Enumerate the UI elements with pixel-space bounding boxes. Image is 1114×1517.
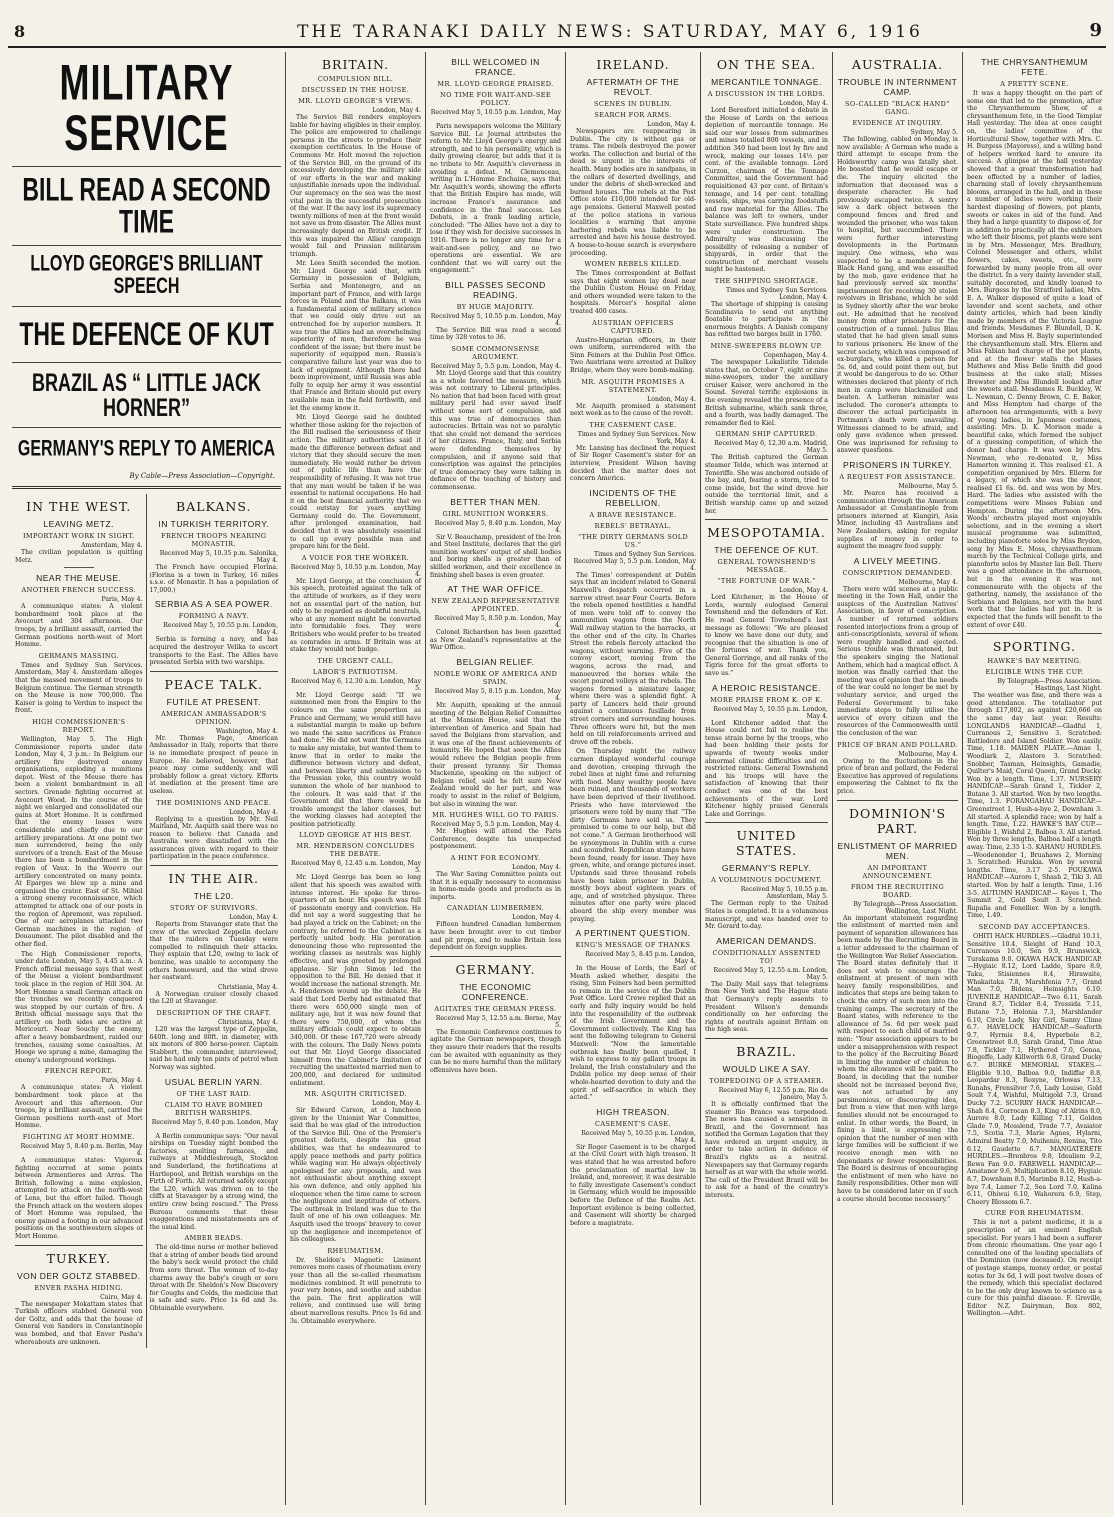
subhead: GENERAL TOWNSHEND'S MESSAGE. — [717, 558, 816, 575]
subhead: WOMEN REBELS KILLED. — [584, 260, 682, 269]
subhead: AFTERMATH OF THE REVOLT. — [586, 77, 680, 97]
dateline: London, May 4. — [779, 587, 828, 595]
dateline: Received May 5, 8.40 p.m. London, May 4. — [151, 1118, 278, 1133]
dateline: Received May 5, 10.55 p.m. London, May 4. — [163, 622, 278, 637]
dateline: London, May 4. — [512, 864, 561, 871]
subhead: OF THE LAST RAID. — [176, 1089, 252, 1098]
dateline: Received May 5, 10.55 p.m. Amsterdam, May 5. — [740, 886, 828, 901]
subhead: BETTER THAN MEN. — [450, 496, 541, 507]
subhead: MR. ASQUITH CRITICISED. — [304, 1090, 407, 1099]
dateline: London, May 4. — [647, 395, 696, 403]
section-title-mesopotamia: MESOPOTAMIA. — [707, 525, 826, 541]
dateline: London, May 4. — [647, 121, 696, 128]
subhead: EVIDENCE AT INQUIRY. — [852, 119, 943, 127]
subhead: MR. LLOYD GEORGE PRAISED. — [437, 80, 554, 88]
article-text: The High Commissioner reports, under date London, May 5, 4.45 a.m.: A French official message says that west of the Meuse a violent bombardment took place in the region of Hill 304. At Mort Homme a small German attack on the trenches we recently conquered was stopped by our curtain of fire. A British official message says that the artillery on both sides are active at Mericourt. Near Souchy the enemy, after a heavy bombardment, raided our trenches, causing some casualties. At Hooge we sprung a mine, damaging the enemy's underground workings. — [15, 950, 143, 1064]
dateline: Received May 5, 12.55 a.m. Berne, May 5. — [435, 1014, 561, 1029]
divider — [150, 671, 279, 672]
dateline: Copenhagen, May 4. — [763, 352, 828, 360]
column-australia — [833, 52, 963, 1505]
article-text: Mr. Lloyd George said he doubted whether those asking for the rejection of the Bill realised the seriousness of their action. The military authorities said it made the difference between defeat and victory that they should secure the men immediately. He would rather be driven out of public life than have the responsibility of refusing. It was not true that any man would be taken if he was essential to national occupations. He had it on the best financial authority that we could outstay for years anything Germany could do. The Government, after prolonged examination, had decided that it was absolutely essential to call up every possible man and prepare him for the field. — [290, 414, 421, 551]
subhead: FIGHTING AT MORT HOMME. — [22, 1133, 135, 1141]
dateline: Received May 6, 12.30 a.m. Madrid, May 5. — [714, 440, 828, 455]
dateline: London, May 4. — [372, 107, 421, 114]
article-text: Lord Beresford initiated a debate in the House of Lords on the serious depletion of mercantile tonnage. He said our war losses from submarines and mines totalled 800 vessels, and in addition 340 had been lost by fire and wreck, making our losses 14½ per cent. of the available tonnage. Lord Curzon, chairman of the Tonnage Committee, said the Government had requisitioned 43 per cent. of Britain's tonnage, and 14 per cent. totalling vessels, ships, was carrying foodstuffs and raw material for the Allies. The balance was left to owners, under State surveillance. Five hundred ships were under construction. The Admiralty was discussing the possibility of releasing a number of shipyards, in order that the construction of merchant vessels might be hastened. — [705, 107, 828, 274]
subhead: AUSTRIAN OFFICERS CAPTURED. — [592, 318, 674, 335]
subhead: HAWKE'S BAY MEETING. — [987, 657, 1082, 666]
subhead: NO TIME FOR WAIT-AND-SEE POLICY. — [439, 91, 552, 107]
article-text: L20 was the largest type of Zeppelin, 640ft. long and 80ft. in diameter, with six motors of 800 horse-power. Captain Stabbert, the commander, interviewed, said he had only ten pints of petrol when Norway was sighted. — [149, 1026, 278, 1071]
article-text: The Economic Conference continues to agitate the German newspapers, though they assure their readers that the results can be awaited with equanimity as they can be no more harmful than the military offensives have been. — [430, 1028, 561, 1074]
article-text: Mr. Lees Smith seconded the motion. Mr. Lloyd George said that, with Germany in possession of Belgium, Serbia and Montenegro, and an important part of France, and with large forces in Poland and the Balkans, it was a fundamental axiom of military science that we could only drive out an entrenched foe by superior numbers. It was true the Allies had an overwhelming superiority of men, therefore he was confident of the issue; but there must be superiority of equipped men. Russia's comparative failure last year was due to lack of equipment. Although there had been improvement, until Russia was able fully to equip her army it was essential that France and Britain should put every available man in the field forthwith, and let the enemy know it. — [290, 260, 421, 412]
divider — [705, 519, 828, 520]
divider — [15, 1245, 143, 1246]
article-text: The Times correspondent at Belfast says that eight women lay dead near the Dublin Custom House on Friday, and others wounded were taken to the hospitals. Mercer's hospital alone treated 400 cases. — [570, 270, 696, 316]
subhead: “THE FORTUNE OF WAR.” — [717, 577, 816, 586]
subhead: SEARCH FOR ARMS. — [594, 111, 672, 119]
article-text: A communique states: A violent bombardment took place at the Avocourt and this afternoon. Our troops, by a brilliant assault, carried the German positions north-east of Mort Homme. — [15, 1084, 143, 1130]
subhead: LLOYD GEORGE AT HIS BEST. — [299, 831, 412, 840]
subhead: GIRL MUNITION WORKERS. — [442, 509, 549, 518]
article-text: Mr. Lloyd George said: “If we summoned men from the Empire to the colours on the same proportion as France and Germany, we would still have a substantial margin to make up before we made the same sacrifices as France had done.” He did not want the Germans to make any mistake, but wanted them to know that in order to make the difference between victory and defeat, and between liberty and submission to the Prussian yoke, this country would summon the whole of her manhood to the colours. It was said that if the Government did that there would be trouble amongst the labor classes, but the working classes had accepted the position patriotically. — [290, 691, 421, 828]
masthead-rule — [8, 46, 1106, 48]
dateline: Christiania, May 4. — [218, 983, 278, 991]
article-text: It is officially confirmed that the steamer Rio Branco was torpedoed. The news has caused a sensation in Brazil, and the Government has notified the German Legation that they have ordered an urgent enquiry, in order to take action in defence of Brazil's rights as a neutral. Newspapers say that Germany regards herself as at war with the whole world. The call of the President Brazil will be to ask for a hand of the country's interests. — [705, 1100, 828, 1200]
dateline: Received May 5, 10.35 p.m. Salonika, May 4. — [159, 550, 278, 564]
dateline: Melbourne, May 4. — [898, 750, 958, 758]
page-mark: 9 — [1089, 20, 1102, 41]
dateline: Received May 5, 10.55 p.m. London, May 4. — [290, 563, 421, 578]
article-text: In the House of Lords, the Earl of Meath asked whether, despite the rising, Sinn Feiners had been permitted to remain in the service of the Dublin Post Office. Lord Crewe replied that an early and fully inquiry would be held into the responsibility of the outbreak of the Irish Government and the Government collectively. The King has sent the following telegram to General Maxwell: “Now the lamentable outbreak has finally been quelled, I wish to express to my gallant troops in Ireland, the Irish constabulary and the Dublin police my deep sense of their whole-hearted devotion to duty and the spirit of self-sacrifice in which they acted.” — [570, 965, 696, 1102]
column-france — [426, 52, 566, 1505]
advertisement-text: The old-time nurse or mother believed that a string of amber beads tied around the baby's neck would protect the child from sore throat. The woman of to-day charms away the baby's cough or sore throat with Dr. Sheldon's New Discovery for Coughs and Colds, the medicine that is safe and sure. Price 1s 6d and 3s. Obtainable everywhere. — [149, 1244, 278, 1313]
article-text: A Berlin communique says: “Our naval airships on Tuesday night bombed the factories, smelting furnaces, and railways at Middlesbrough, Stockton and Sunderland, the fortifications at Hartlepool, and British warships on the Firth of Forth. All returned safely except the L20, which was driven on to the cliffs at Stavanger by a strong wind, the entire crew being rescued.” The Press Bureau comments that these exaggerations and misstatements are of the usual kind. — [149, 1132, 278, 1231]
subhead: A BRAVE RESISTANCE. — [589, 510, 677, 519]
subhead: VON DER GOLTZ STABBED. — [16, 1270, 141, 1281]
subhead: CONSCRIPTION DEMANDED. — [842, 568, 953, 577]
article-text: It was a happy thought on the part of some one that led to the promotion, after the Chrysanthemum Show, of a chrysanthemum fete, in the Good Templar Hall yesterday. The idea at once caught on, the ladies' committee of the Horticultural Show, together with Mrs. C. H. Burgess (Mayoress), and a willing band of helpers worked hard to ensure its success. A glimpse at the hall yesterday showed that a great transformation had been effected by a number of ladies, charming stall of lovely chrysanthemum blooms, arranged in the hall, and in these a number of ladies were working their hardest disposing of flowers, pot plants, sweets or cakes in aid of the fund. And they had a large quantity to dispose of, for in addition to practically all the exhibitors who left their blooms, pot plants were sent in by Mrs. Messenger, Mrs. Bradbury, Colonel Messenger and others, whilst flowers, cakes, sweets, etc., were forwarded by many people from all over the district. In a very dainty lavender stall, suitably decorated, and kindly loaned to Mrs. Burgess by the Stratford ladies, Mrs. E. A. Walker disposed of quite a load of lavender and scent sachets, and other dainty articles, which had been kindly made by members of the Victoria League and friends. Mesdames F. Blundell, D. K. Morison and Miss H. Bayly superintended the chrysanthemum stall. Mrs. Ellerm and Miss Fabian had charge of the pot plants, and at the flower stalls the Misses Mathews and Miss Belle Smith did good business at the cake stall; Misses Brewster and Miss Blundell looked after the sweets stall. Mesdames R. Buckley, W. L. Newman, C. Denny Brown, C. E. Baker, and Miss Hempton had charge of the afternoon tea arrangements, with a bevy of young ladies, in Japanese costumes, assisting. Mrs. D. K. Morison made a beautiful cake, which formed the subject of a guessing competition, of which the donor had charge. It was won by Mrs. Newman, who re-donated it, Miss Hamerton winning it. This realised £1. A competition organised by Mrs. Ellerm for a legacy, of which she was the donor, realised £1 6s. 6d. and was won by Mrs. Hard. The ladies who assisted with the competitions were Misses Fabian and Hempton. During the afternoon Mrs. Woods' orchestra played most enjoyable selections, and in the evening a short musical programme was submitted, including pianoforte solos by Miss Brydon, song by Miss E. Moss, chrysanthemum march by the Technical College girls, and pianoforte solos by Master Ian Bell. There was a good attendance in the afternoon, but in the evening it was not commensurate with the objects of the gathering, namely, the assistance of the Serbians and Belgians, nor with the hard work that the ladies had put in. It is expected that the funds will benefit to the extent of over £40. — [967, 90, 1102, 629]
subhead: FRENCH REPORT. — [44, 1067, 113, 1076]
divider — [12, 427, 281, 428]
section-title-in-the-air: IN THE AIR. — [168, 871, 260, 887]
subhead: MORE PRAISE FROM K. OF K. — [710, 695, 823, 704]
subhead: CLAIM TO HAVE BOMBED BRITISH WARSHIPS. — [164, 1100, 263, 1117]
dateline: Received May 6, 12.30 a.m. London, May 5. — [291, 677, 421, 692]
subhead: KING'S MESSAGE OF THANKS — [575, 941, 691, 950]
article-text: Lord Kitchener added that the House could not fail to realise the tense strain borne by the troops, who had been holding their posts for upwards of twenty weeks under abnormal climatic difficulties and on restricted rations. General Townshend and his troops will have the satisfaction of knowing that their conduct was one of the best achievements of the war. Lord Kitchener highly praised Generals Lake and Gorringe. — [705, 719, 828, 818]
page-number: 8 — [14, 22, 26, 41]
subhead: MINE-SWEEPERS BLOWN UP. — [710, 342, 823, 351]
subhead: ELIGIBLE WINS THE CUP. — [985, 668, 1084, 677]
section-title-united-states: UNITED STATES. — [735, 828, 798, 859]
dateline: Received May 5, 12.55 a.m. London, May 5. — [713, 966, 828, 981]
subhead: TORPEDOING OF A STEAMER. — [709, 1076, 824, 1085]
subhead: A PRETTY SCENE. — [1000, 80, 1069, 88]
article-text: Wellington, May 5. The High Commissioner reports under date London, May 4, 3 p.m.: In Belgium our artillery fire destroyed enemy organisations, exploding a munitions depot. West of the Meuse there has been a violent bombardment in all sectors. Grenade fighting occurred at Avocourt Wood. In the course of the night we enlarged and consolidated our gains at Mort Homme. It is confirmed that the enemy losses were considerable and chiefly due to our artillery preparations. At one point two men surrendered, being the only survivors of a trench. East of the Meuse there has been a bombardment in the region of Vaux. In the Woevre our artillery concentrated on many points. At Eparges we blew up a mine and organised the crater. East of St. Mihiel a strong enemy reconnaissance, which attempted to attack one of our posts in the region of Apremont, was repulsed. One of our aeroplanes attacked two German machines in the region of Douaumont. The pilot disabled and the other fled. — [15, 735, 143, 948]
subhead: ANOTHER FRENCH SUCCESS. — [21, 586, 136, 595]
dateline: Received May 5, 8.45 p.m. London, May 4. — [585, 951, 696, 966]
article-text: The Times' correspondent at Dublin says that an incident related to General Maxwell's despatch occurred in a narrow street near Four Courts. Before the rebels opened hostilities a handful of men were told off to convey the ammunition wagons from the North Wall railway station to the barracks, at the other end of the city. In Charles Street the rebels fiercely attacked the wagons, without warning. Five of the convoy escort, moving from the wagons, across the road, and manoeuvred the horses while the escort poured volleys at the rebels. The wagons formed a miniature laager, where there was a splendid fight. A party of Lancers held their ground against a continuous fusillade from street corners and surrounding houses. Three officers were hit, but the men held on till reinforcements arrived and drove off the rebels. — [570, 571, 696, 746]
article-text: Sir V. Beauchamp, president of the Iron and Steel Institute, declares that the girl munition workers' output of shell bodies and boring shells is greater than of skilled workmen, and their excellence in finishing shell bases is even greater. — [430, 533, 561, 579]
subhead: HIGH TREASON. — [596, 1106, 670, 1117]
subhead: SCENES IN DUBLIN. — [594, 100, 672, 108]
dateline: Received May 5, 8.50 p.m. London, May 4. — [434, 615, 561, 630]
headline-military-service: MILITARY SERVICE — [59, 53, 234, 162]
column-chrysanthemum-sporting — [963, 52, 1106, 1505]
dateline: Received May 6, 12.45 a.m. London, May 5. — [291, 860, 421, 875]
subhead: FUTILE AT PRESENT. — [166, 696, 261, 707]
dateline: Received May 5, 10.55 p.m. London, May 4. — [430, 312, 561, 327]
article-text: Austro-Hungarian officers, in their own uniform, surrendered with the Sinn Feiners at the Dublin Post Office. Two Austrians were arrested at Dalkey Bridge, where they were bomb-making. — [570, 336, 696, 375]
subhead: AN IMPORTANT ANNOUNCEMENT. — [862, 863, 933, 880]
section-title-australia: AUSTRALIA. — [851, 57, 944, 72]
dateline: Times and Sydney Sun Services. New York, May 4. — [577, 430, 696, 445]
subhead: DESCRIPTION OF THE CRAFT. — [156, 1009, 271, 1017]
subhead: INCIDENTS OF THE REBELLION. — [589, 487, 677, 508]
dateline: London, May 4. — [229, 808, 278, 816]
subhead: COMPULSION BILL. — [317, 75, 394, 83]
section-title-brazil: BRAZIL. — [736, 1043, 797, 1059]
divider — [430, 956, 561, 957]
article-text: The newspaper Mokattam states that Turkish officers stabbed General von der Goltz, and adds that the house of General von Sanders in Constantinople was bombed, and that Enver Pasha's whereabouts are unknown. — [15, 1300, 143, 1346]
subhead: AMERICAN AMBASSADOR'S OPINION. — [161, 709, 267, 726]
article-text: There were wild scenes at a public meeting in the Town Hall, under the auspices of the Australian Natives' Association, in favor of conscription. A number of returned soldiers resented interjections from a group of anti-conscriptionists, several of whom were roughly handled and ejected. Serious trouble was threatened, but the speakers singing the National Anthem, which had a magical effect. A motion was finally carried that the meeting was of opinion that the needs of the war could no longer be met by voluntary service, and urged the Federal Government to take immediate steps to fully utilise the service of every citizen and the resources of the Commonwealth until the conclusion of the war. — [837, 585, 958, 737]
column-balkans — [147, 494, 282, 1348]
subhead: ENLISTMENT OF MARRIED MEN. — [837, 840, 958, 861]
article-text: A communique states: Vigorous fighting occurred at some points between Armentieres and Arras. The British, following a mine explosion, attempted to attack on the north-west of Lens, but the effort failed. Though the French attack on the western slopes of Mort Homme was repulsed, the enemy gained a footing in our advanced positions on the southwestern slopes of Mort Homme. — [15, 1157, 143, 1240]
article-text: Mr. Thomas Page, American Ambassador in Italy, reports that there is no immediate prospect of peace in Europe. He believed, however, that peace may come suddenly, and will probably follow a great victory. Efforts at mediation at the present time are useless. — [149, 734, 278, 795]
article-text: Mr. Asquith, speaking at the annual meeting of the Belgian Relief Committee at the Mansion House, said that the intervention of America and Spain had saved the Belgians from starvation, and it was one of the finest achievements of humanity. He hoped that soon the Allies would relieve the Belgian people from their present tyranny. Sir Thomas Mackenzie, speaking on the subject of Belgian relief, said he felt sure New Zealand would do her part, and was ready to assist in the relief of Belgium, but also in winning the war. — [430, 701, 561, 808]
subhead: “THE DIRTY GERMANS SOLD US.” — [577, 532, 689, 549]
divider — [12, 166, 281, 167]
section-title-ireland: IRELAND. — [596, 57, 670, 72]
section-title-west: IN THE WEST. — [26, 499, 132, 514]
section-title-sporting: SPORTING. — [992, 639, 1077, 655]
dateline: Cairo, May 4. — [100, 1293, 143, 1301]
dateline: Melbourne, May 4. — [898, 578, 958, 586]
subhead: A DISCUSSION IN THE LORDS. — [707, 90, 826, 98]
subhead: GERMANY'S REPLY. — [721, 863, 812, 874]
article-text: Colonel Richardson has been gazetted as New Zealand's representative at the War Office. — [430, 629, 561, 652]
section-title-britain: BRITAIN. — [321, 57, 390, 72]
article-text: The Daily Mail says that telegrams from New York and The Hague state that Germany's reply assents to President Wilson's demands conditionally on her enforcing the rights of neutrals against Britain on the high seas. — [705, 980, 828, 1034]
article-text: The Service Bill was read a second time by 328 votes to 36. — [430, 326, 561, 342]
subhead: AMERICAN DEMANDS. — [716, 935, 817, 946]
section-title-germany: GERMANY. — [455, 961, 536, 977]
dateline: London, May 4. — [512, 914, 561, 922]
section-title-on-the-sea: ON THE SEA. — [716, 57, 817, 72]
dateline: Received May 5, 10.55 p.m. London, May 4. — [713, 705, 828, 720]
dateline: London, May 4. — [372, 1100, 421, 1108]
headline-second-reading: BILL READ A SECOND TIME — [22, 171, 271, 240]
article-text: The civilian population is quitting Metz. — [15, 549, 143, 564]
subhead: MR. HUGHES WILL GO TO PARIS. — [432, 811, 559, 820]
subhead: NOBLE WORK OF AMERICA AND SPAIN. — [433, 669, 558, 686]
section-title-peace-talk: PEACE TALK. — [164, 676, 264, 692]
dateline: London, May 4. — [779, 100, 828, 107]
article-text: Paris newspapers welcome the Military Service Bill. Le Journal attributes the reform to Mr. Lloyd George's energy and strength, and to his personality, which is daily growing clearer, but adds that it is no tribute to Mr. Asquith's cleverness in avoiding a defeat. M. Clemenceau, writing in L'Homme Enchaine, says that Mr. Asquith's words, showing the efforts that the British Empire has made, will increase France's assurance and confidence in the final success. Les Debats, in a frank leading article, concluded: “The Allies have not a day to lose if they wish for decisive successes in 1916. There is no longer any time for a wait-and-see policy, and no two operations are essential. We are confident that we will carry out the engagement.” — [430, 123, 561, 275]
subhead: THE URGENT CALL. — [317, 656, 394, 665]
article-text: The weather was fine, and there was a good attendance. The totalisator put through £17,802, as against £20,666 on the same day last year. Results: LONGLANDS HANDICAP.—Gladful 1, Curranous 2, Sensitive 3. Scratched: Battledore and Island Soldier. Won easily. Time, 1.18. MAIDEN PLATE.—Amae 1, Woodlark 2, Alastore 3. Scratched: Snobber, Tasman, Heinsights, Gamadie, Quilter's Maid, Coral Queen, Grand Ducky. Won by a length. Time, 1.37. NURSERY HANDICAP.—Sarah Grand 1, Tickler 2, Butane 3. All started. Won by two lengths. Time, 1.3. FORANGAHAU HANDICAP.—Greenstreet 1, Hush-a-bye 2, Downham 3. All started. A splendid race; won by half a length. Time, 1.22. HAWKE'S BAY CUP.—Eligible 1, Wishful 2, Balboa 3. All started. Won by three lengths, Balboa half a length away. Time, 2.35 1-5. KAHANU HURDLES.—Woodenonder 1, Bruahaws 2, Morning 3. Scratched: Hurakia. Won by several lengths. Time, 3.17 2-5. POUKAWA HANDICAP.—Aurore 1, Shash 2, Tiki 3. All started. Won by half a length. Time, 1.16 3-5. AUTUMN HANDICAP.— Keyes 1, The Summit 2, Gold Soult 3. Scratched: Rupalia and Fenellier. Won by a length. Time, 1.49. — [967, 692, 1102, 920]
subhead: BILL PASSES SECOND READING. — [445, 279, 546, 300]
subhead: A HEROIC RESISTANCE. — [711, 682, 822, 693]
dateline: Received May 5, 8.15 p.m. London, May 4. — [434, 687, 561, 702]
subhead: REBELS' BETRAYAL. — [594, 521, 672, 530]
divider — [12, 306, 281, 307]
subhead: LABOR'S PATRIOTISM. — [312, 667, 399, 676]
article-text: The British captured the German steamer Telde, which was interned at Teneriffe. She was anchored outside of the bay, and, fearing a storm, tried to come inside, but the wind drove her outside the territorial limit, and a British warship came up and seized her. — [705, 454, 828, 515]
article-text: Fifteen hundred Canadian lumbermen have been brought over to cut timber and pit props, and to make Britain less dependent on foreign supplies. — [430, 921, 561, 952]
dateline: Melbourne, May 5. — [898, 482, 958, 490]
headline-germany-reply: GERMANY'S REPLY TO AMERICA — [17, 437, 276, 462]
subhead: IMPORTANT WORK IN SIGHT. — [22, 532, 135, 540]
subhead: LEAVING METZ. — [43, 519, 115, 529]
subhead: A REQUEST FOR ASSISTANCE. — [839, 472, 956, 481]
divider — [12, 245, 281, 246]
subhead: HIGH COMMISSIONER'S REPORT. — [32, 717, 126, 734]
subhead: SO-CALLED “BLACK HAND” GANG. — [845, 100, 950, 116]
article-text: Mr. Lansing has declined the request of Sir Roger Casement's sister for an interview, President Wilson having decided that the matter does not concern America. — [570, 444, 696, 483]
cable-credit: By Cable—Press Association—Copyright. — [129, 472, 275, 480]
article-text: The newspaper Lokalistite Tidende states that, on October 7, eight or nine mine-sweepers, under the auxiliary cruiser Kaiser, were anchored in the Sound. Several terrific explosions in the evening revealed the presence of a British submarine, which sank three, and a fourth, was badly damaged. The remainder fled to Kiel. — [705, 359, 828, 427]
advertisement-text: Dr. Sheldon's Magnetic Liniment removes more cases of rheumatism every year than all the so-called rheumatism medicines combined. It will penetrate to your very bones, and soothe and subdue the pain. The first application will relieve, and continued use will bring about marvellous results. Price 1s 6d and 3s. Obtainable everywhere. — [290, 1256, 421, 1325]
article-text: A Norwegian cruiser closely chased the L20 at Stavanger. — [149, 990, 278, 1006]
dateline: Received May 5, 8.40 p.m. London, May 4. — [434, 519, 561, 534]
article-text: Mr. Pearce has received a communication through the American Ambassador at Constantinople from prisoners interned at Kiangiri, Asia Minor, including 45 Australians and New Zealanders, asking for regular supplies of money in order to augment the meagre food supply. — [837, 489, 958, 551]
column-ireland — [566, 52, 701, 1505]
article-text: Reports from Stavanger state that the crew of the wrecked Zeppelin declare that the raiders on Tuesday were compelled to relinquish their attacks. They explain that L20, owing to lack of benzine, was unable to accompany the others homeward, and the wind drove her eastward. — [149, 921, 278, 982]
article-text: Mr. Lloyd George said that this country as a whole favored the measure, which was not contrary to Liberal principles. No nation that had been faced with great military peril had ever saved itself without some sort of compulsion, and this was true of democracies than autocracies. Britain was not so paralytic that she could not demand the services of her citizens. France, Italy, and Serbia were defending themselves by compulsion, and if anyone said that conscription was against the principles of true democracy they were talking in defiance of the teaching of history and commonsense. — [430, 370, 561, 491]
subhead: MR. HENDERSON CONCLUDES THE DEBATE. — [296, 842, 415, 859]
subhead: ENVER PASHA HIDING. — [34, 1283, 123, 1292]
short-rule — [64, 567, 94, 568]
masthead — [0, 0, 1114, 52]
subhead: TROUBLE IN INTERNMENT CAMP. — [837, 77, 958, 97]
subhead: NEW ZEALAND REPRESENTATIVE APPOINTED. — [431, 597, 560, 614]
headline-defence-of-kut: THE DEFENCE OF KUT — [19, 315, 274, 352]
column-britain — [286, 52, 426, 1505]
article-text: Newspapers are reappearing in Dublin. The city is without gas or trams. The rebels destroyed the power works. The collection and burial of the dead is urgent in the interests of health. Many bodies are in sandpans, in the cellars of deserted dwellings, and under the debris of shell-wrecked and burned houses. The rebels at the Post Office stole £10,000 intended for old-age pensions. General Maxwell posted at the police stations in various localities a warning that anyone harboring rebels was liable to be arrested and have his house destroyed. A house-to-house search is everywhere proceeding. — [570, 128, 696, 257]
article-text: On Thursday night the railway carmen displayed wonderful courage and devotion, creeping through the rebel lines at night time and returning with food. Many wealthy people have been ruined, and thousands of workers have been deprived of their livelihood. Priests who have interviewed the prisoners were told by many that “The dirty Germans have sold us. They promised to come to our help, but did not come.” A German brotherhood will be synonymous in Dublin with a curse and scoundrel. Republican stamps have been found, ready for issue. They have green, white, and orange pictures inset. Upstands said three thousand rebels have been taken prisoner in Dublin, mostly boys about eighteen years of age, and of wretched physique. Three minutes after one party were placed aboard the ship every member was praying. — [570, 748, 696, 923]
article-text: The French have occupied Florina. (Florina is a town in Turkey, 16 miles s.s.e. of Monastir. It has a population of 17,000.) — [149, 564, 278, 594]
article-text: The German reply to the United States is completed. It is a voluminous manuscript, and was handed over to Mr. Gerard to-day. — [705, 900, 828, 931]
subhead: NEAR THE MEUSE. — [36, 573, 122, 584]
headline-lloyd-george: LLOYD GEORGE'S BRILLIANT SPEECH — [30, 252, 263, 299]
dateline: Paris, May 4. — [101, 1077, 143, 1085]
article-text: The following, cabled on Monday, is now available: A German who made a third attempt to escape from the Holdsworthy camp was fatally shot. He boasted that he would escape or die. The inquiry elicited the information that deceased was a desperate character. He had previously escaped twice. A sentry saw a dark object between the compound fences and fired and wounded the prisoner, who was taken to hospital, but succumbed. There were further interesting developments in the Portmann inquiry. One witness, who was suspected to be a member of the Black Hand gang, and was assaulted by the mob, gave evidence that he had previously served six months' imprisonment for receiving 30 stolen revolvers in Brisbane, which he sold in Sydney shortly after the war broke out. He admitted that he received money from other prisoners for the construction of a tunnel. Julius Blau stated that he had given small sums to various prisoners. He knew of the secret society, which was composed of ex-burglars, who killed a person for 5s. 6d, and could point them out, but it would be dangerous to do so. Other witnesses declared that plenty of rich men in camp were blackmailed and beaten. A Lutheran minister was included. The coroner's attempts to discover the actual participants in Portmann's death were unavailing. Witnesses claimed to be afraid, and only gave evidence when pressed. One was imprisoned for refusing to answer questions. — [837, 136, 958, 455]
double-divider — [12, 486, 281, 489]
subhead: SERBIA AS A SEA POWER. — [154, 599, 273, 610]
dateline: London, May 4. — [229, 914, 278, 922]
article-text: Sir Roger Casement is to be charged at the Civil Court with high treason. It was stated that he was arrested before the proclamation of martial law in Ireland, and, moreover, it was desirable to fully investigate Casement's conduct in Germany, which would be impossible before the Defence of the Realm Act. Important evidence is being collected, and Casement will shortly be charged before a magistrate. — [570, 1143, 696, 1227]
subhead: A VOICE FOR THE WORKER. — [301, 553, 410, 562]
dateline: Received May 5, 10.55 p.m. London, May 4. — [581, 1129, 696, 1144]
subhead: WOULD LIKE A SAY. — [722, 1063, 811, 1074]
section-title-turkey: TURKEY. — [46, 1250, 111, 1266]
article-text: Mr. Lloyd George has been so long silent that his speech was awaited with intense interest. He spoke for three-quarters of an hour. His speech was full of passionate energy and conviction. He did not say a word suggesting that he had played a trick on the Cabinet; on the contrary, he referred to the Cabinet as a perfectly united body. His peroration denouncing those who represented the working classes as neutrals was highly effective, and was greeted by prolonged applause. Sir John Simon led the opposition to the Bill. He denied that it would increase the national strength. Mr. A. Henderson wound up the debate. He said that Lord Derby had estimated that there were 650,000 single men of military age, but it was now found that there were 750,000, of whom the military officials could expect to obtain 340,000. Of these 167,720 were already with the colours. The Daily News points out that Mr. Lloyd George dissociated himself from the Cabinet's limitation of recruiting the unattested married men to 200,000, and declared for unlimited enlistment. — [290, 874, 421, 1087]
subhead: A HINT FOR ECONOMY. — [450, 854, 541, 862]
dateline: Sydney, May 5. — [910, 129, 958, 136]
dateline: Received May 5, 8.40 p.m. Berlin, May 4. — [20, 1143, 143, 1157]
subhead: FROM THE RECRUITING BOARD. — [850, 882, 945, 899]
subhead: FRENCH TROOPS NEARING MONASTIR. — [161, 532, 267, 548]
article-text: Sir Edward Carson, at a luncheon given by the Unionist War Committee, said that he was glad of the introduction of the Service Bill. One of the Premier's greatest defects, despite his great abilities, was that he endeavoured to apply peace methods and party politics while waging war. He always objectively apologised for any proposals, and was not enthusiastic about anything except his own defence, and only applied his eloquence when the time came to screen the negligence and ineptitude of others. The outbreak in Ireland was due to the fault of one of his own colleagues. Mr. Asquith used the troops' bravery to cover up the negligence and incompetence of his colleagues. — [290, 1107, 421, 1244]
divider — [705, 822, 828, 823]
dateline: Received May 5, 5.5 p.m. London, May 4. — [430, 821, 561, 829]
subhead: THE L20. — [193, 891, 234, 902]
subhead: CURE FOR RHEUMATISM. — [985, 1209, 1084, 1218]
subhead: STORY OF SURVIVORS. — [169, 904, 258, 913]
subhead: THE DOMINIONS AND PEACE. — [156, 798, 272, 807]
subhead: GERMAN SHIP CAPTURED. — [715, 430, 818, 439]
article-text: Lord Kitchener, in the House of Lords, warmly eulogised General Townshend and the defenders of Kut. He read General Townshend's last message as follows: “We are pleased to know we have done our duty, and recognise that the situation is one of the fortunes of war. Thank you, General Gorringe, and all ranks of the Tigris force for the great efforts to save us.” — [705, 594, 828, 678]
divider — [967, 633, 1102, 634]
article-text: Mr. Asquith promised a statement next week as to the cause of the revolt. — [570, 402, 696, 418]
divider — [12, 362, 281, 363]
article-text: The Service Bill renders employers liable for having eligibles in their employ. The police are empowered to challenge persons in the streets to produce their exemption certificates. In the House of Commons Mr. Holt moved the rejection of the Service Bill, on the ground of its excessively developing the military side of our efforts in the war and making unjustifiable inroads upon the individual. Our supremacy on the sea was the most vital point in the successful prosecution of the war. If the navy lost its supremacy twenty millions of men at the front would not save us from disaster. The Allies must increasingly depend on British credit. If this was impaired the Allies' campaign would fail and Prussian militarism triumph. — [290, 114, 421, 258]
subhead: FORMING A NAVY. — [178, 612, 249, 621]
section-title-france: BILL WELCOMED IN FRANCE. — [451, 57, 540, 77]
dateline: Times and Sydney Sun Services. London, May 4. — [726, 287, 828, 302]
column-west — [12, 494, 147, 1348]
subhead: THE CASEMENT CASE. — [589, 420, 677, 429]
newspaper-title: THE TARANAKI DAILY NEWS: SATURDAY, MAY 6, 1916 — [297, 22, 923, 42]
subhead: USUAL BERLIN YARN. — [164, 1076, 263, 1087]
dateline: Amsterdam, May 4. — [81, 542, 143, 549]
dateline: By Telegraph—Press Association. Hastings, Last Night. — [997, 678, 1102, 693]
subhead: PRICE OF BRAN AND POLLARD. — [837, 740, 958, 749]
subhead: IN TURKISH TERRITORY. — [158, 519, 270, 529]
subhead: RHEUMATISM. — [327, 1246, 384, 1255]
subhead: CANADIAN LUMBERMEN. — [446, 904, 545, 913]
subhead: AMBER BEADS. — [184, 1234, 243, 1243]
subhead: BELGIAN RELIEF. — [456, 656, 535, 667]
divider — [837, 800, 958, 801]
subhead: AGITATES THE GERMAN PRESS. — [434, 1004, 557, 1013]
section-title-balkans: BALKANS. — [176, 499, 252, 514]
dateline: Washington, May 4. — [215, 727, 278, 735]
subhead: A LIVELY MEETING. — [853, 555, 942, 566]
dateline: Received May 5, 10.55 p.m. London, May 4. — [430, 109, 561, 123]
section-title-chrysanthemum-fete: THE CHRYSANTHEMUM FETE. — [981, 57, 1088, 77]
advertisement-text: This is not a patent medicine, it is a prescription of an eminent English specialist. For years I had been a sufferer from chronic rheumatism. One year ago I consulted one of the leading specialists of the Dominion (now deceased). On receipt of postage stamps, money order, or postal notes for 3s 6d, I will post twelve doses of the remedy, which this specialist declared to be the only drug known to science as a cure for this painful disease. F. Greville, Editor N.Z. Dairyman, Box 802, Wellington.—Advt. — [967, 1219, 1102, 1318]
subhead: MR. ASQUITH PROMISES A STATEMENT. — [581, 377, 685, 394]
dateline: Received May 5, 5.5 p.m. London, May 4. — [430, 363, 561, 371]
column-on-the-sea — [701, 52, 833, 1505]
subhead: GERMANS MASSING. — [38, 651, 119, 660]
subhead: CONDITIONALLY ASSENTED TO! — [712, 948, 821, 965]
subhead: THE DEFENCE OF KUT. — [714, 545, 819, 556]
article-text: Serbia is forming a navy, and has acquired the destroyer Velika to escort transports to the East. The Allies have presented Serbia with two warships. — [149, 636, 278, 667]
divider — [705, 1038, 828, 1039]
subhead: A VOLUMINOUS DOCUMENT. — [711, 876, 822, 885]
dateline: Received May 6, 12.55 p.m. Rio de Janeiro, May 5. — [718, 1086, 828, 1101]
article-text: Times and Sydney Sun Services. Amsterdam, May 4. Amsterdam alleges that the massed movement of troops to Belgium continue. The German strength on the Meuse is now 700,000. The Kaiser is going to Verdun to inspect the front. — [15, 661, 143, 715]
article-text: A communique states: A violent bombardment took place at the Avocourt and 304 afternoon. Our troops, by a brilliant assault, carried the German positions north-west of Mort Homme. — [15, 603, 143, 649]
subhead: BY HUGE MAJORITY. — [456, 302, 535, 311]
subhead: AT THE WAR OFFICE. — [447, 584, 544, 595]
headline-brazil: BRAZIL AS “ LITTLE JACK HORNER” — [32, 368, 261, 422]
subhead: MERCANTILE TONNAGE. — [711, 77, 822, 87]
subhead: DISCUSSED IN THE HOUSE. — [301, 86, 410, 94]
dateline: Times and Sydney Sun Services. Received May 5, 5.5 p.m. London, May 4. — [573, 550, 696, 572]
article-text: The War Saving Committee points out that it is equally necessary to economise in home-made goods and products as in imports. — [430, 871, 561, 901]
subhead: THE ECONOMIC CONFERENCE. — [459, 981, 532, 1002]
subhead: SECOND DAY ACCEPTANCES. — [978, 922, 1091, 931]
section-title-dominions-part: DOMINION'S PART. — [848, 805, 947, 836]
subhead: A PERTINENT QUESTION. — [575, 928, 691, 939]
divider — [150, 865, 279, 866]
subhead: PRISONERS IN TURKEY. — [843, 459, 952, 470]
dateline: Paris, May 4. — [101, 596, 143, 604]
subhead: SOME COMMONSENSE ARGUMENT. — [451, 345, 540, 362]
article-text: Mr. Lloyd George, at the conclusion of his speech, protested against the talk of the attitude of workers, as if they were not an essential part of the nation, but only to be regarded as doubtful neutrals, who at any moment might be converted into formidable foes. They were Britishers who would prefer to be treated as comrades in arms. If Britain was at stake they would not budge. — [290, 577, 421, 654]
article-text: OHITI HACK HURDLES.—Gladful 10.11, Sensitive 10.4, Sleight of Hand 10.3, Curranous 10.0, Sen 9.9, Brunswick, Turakama 9.0. OKAWA HACK HANDICAP.—Hygiaic 8.12, Lord Ladde, Spare 8.9, Taku, Stisiennes 8.4, Hirawaite, Whakaitaka 7.8, Marshfenia 7.7, Grand Man 7.0, Bidens, Heinsights 6.10. JUVENILE HANDICAP.—Two 6.11, Sarah Grand 8.7, Tickler 8.4, Tressida 7.11, Butane 7.5, Holonia 7.3, Marshlander 6.10, Circle Lady, Sky Girl, Sunny Clime 6.7. HAVELOCK HANDICAP.—Seaforth 9.7, Hyrmis 8.4, Hyperbole 8.2, Greenstreet 8.0, Sarah Grand, Time Atue 7.8, Tickler 7.1, Hythered 7.0, Genoa, Biogeffe, Lady Killworth 6.8, Grand Ducky 6.7. BURKE MEMORIAL STAKES.—Eligible 9.10, Balboa 9.0, Indiffar 8.8, Leopardar 8.3, Roxyne, Orlowas 7.13, Runabs, Frensilver 7.6, Lady Louise, Gold Soult 7.4, Wishful, Multigold 7.3, Grand Ducky 7.2. SCURRY HACK HANDICAP.—Shah 8.4, Corrocan 8.3, King of Alrins 8.0, Aurore 8.0, Lady Killing 7.11, Golden Glade 7.9, Mosslend, Trade 7.7, Avaiator 7.5, Scotia 7.3, Marie Agnes, Hylarni, Admiral Beatty 7.0, Muiheniu, Renina, Tito 6.12, Gaudette 6.7. MANGATERETE HURDLES.—Brenbros 9.8, Idealism 9.2, Rewa Fan 9.0. FAREWELL HANDICAP.—Amatanor 9.6, Multiplication 8.10, Hygiaic 8.7, Downham 8.5, Marimba 8.12, Hush-a-bye 7.4, Lamer 7.2, Sea Lord 7.0, Kalina 6.11, Ohiwai 6.10, Wahorera 6.9, Step, Cheery Blossom 6.7. — [967, 932, 1103, 1206]
column-main-news — [8, 52, 286, 1505]
subhead: CASEMENT'S CASE. — [595, 1119, 671, 1128]
dateline: By Telegraph—Press Association. Wellington, Last Night. — [853, 900, 958, 915]
sub-columns — [12, 494, 281, 1348]
article-text: The shortage of shipping is causing Scandinavia to send out anything floatable to participate in the enormous freights. A Danish company has refitted two barges built in 1760. — [705, 301, 828, 339]
dateline: Christiania, May 4. — [218, 1019, 278, 1026]
article-text: Replying to a question by Mr. Neil Maitland, Mr. Asquith said there was no reason to believe that Canada and Australia were dissatisfied with the assurances given with regard to their participation in the peace conference. — [149, 815, 278, 861]
article-text: Mr. Hughes will attend the Paris Conference, despite his unexpected postponement. — [430, 828, 561, 851]
subhead: MR. LLOYD GEORGE'S VIEWS. — [298, 97, 413, 105]
article-text: Owing to the fluctuations in the price of bran and pollard, the Federal Executive has approved of regulations empowering the Cabinet to fix the price. — [837, 757, 958, 795]
subhead: THE SHIPPING SHORTAGE. — [714, 277, 819, 286]
article-text: An important statement regarding the enlistment of married men and payment of separation allowances has been made by the Recruiting Board in a letter addressed to the chairman of the Wellington War Relief Association. The Board states definitely that it does not wish to encourage the enlistment at present of men with heavy family responsibilities, and indicates that steps are being taken to check the entry of such men into the training camps. The secretary of the Board states, with reference to the allowance of 5s. 6d per week paid with respect to each child of married men: “Your association appears to be under a misapprehension with respect to the policy of the Recruiting Board in limiting the number of children to whom the allowance will be paid. The Board, in deciding that the number should not be increased beyond five, was not actuated by any parsimonious, or discouraging idea, but from a view that men with large families should not be encouraged to enlist. In other words, the Board, in fixing a limit, is expressing the opinion that the number of men with large families will be sufficient if we receive enough men with no dependants or fewer responsibilities. The Board is desirous of encouraging the enlistment of men who have no family responsibilities. Other men will have to be considered later on if such a course should become necessary.” — [837, 914, 958, 1203]
